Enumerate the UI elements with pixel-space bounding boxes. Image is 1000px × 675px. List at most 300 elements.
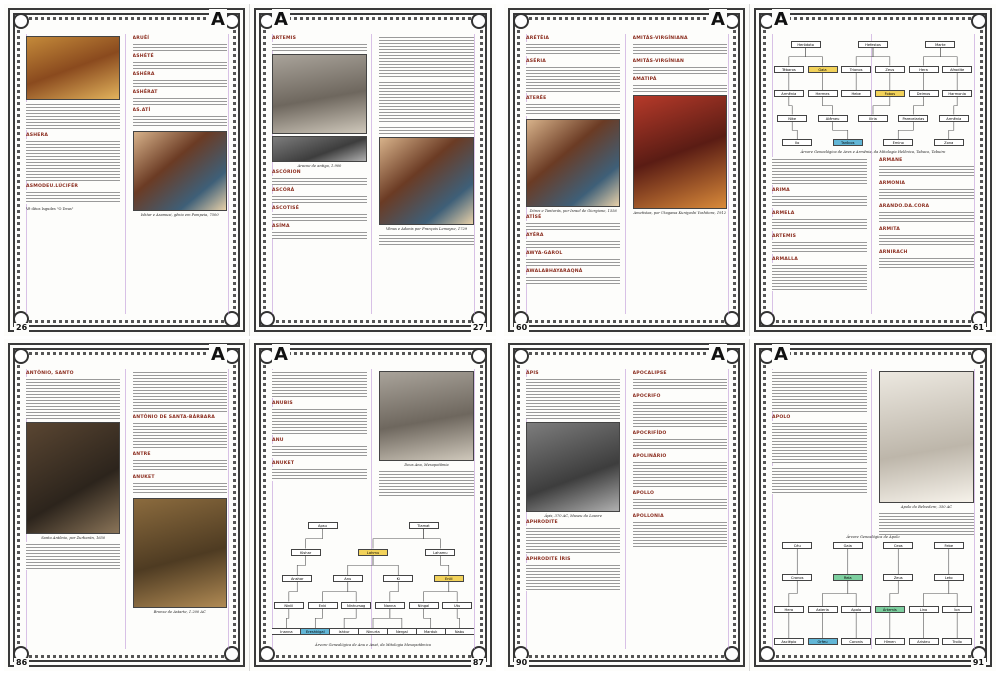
text-block <box>526 377 620 419</box>
tree-link <box>789 581 797 606</box>
text-block <box>633 65 727 74</box>
tree-node: Ninhursag <box>341 602 371 609</box>
tree-node: Asclépio <box>774 638 804 645</box>
illustration <box>379 371 474 461</box>
tree-link <box>789 48 806 66</box>
margin-guide <box>474 34 475 314</box>
entry-heading: APHRODITE <box>526 520 558 526</box>
text-block <box>526 563 620 591</box>
text-block <box>272 176 367 185</box>
column-left <box>526 34 620 314</box>
text-block <box>26 102 120 130</box>
logo-a-icon: A <box>209 344 227 366</box>
tree-node: Armênia <box>939 115 969 122</box>
entry-heading: ASÍMA <box>272 224 290 230</box>
page-content <box>526 34 727 314</box>
tree-node: Ishkur <box>329 628 359 635</box>
margin-guide <box>728 34 729 314</box>
tree-node: Íon <box>942 606 972 613</box>
entry-heading: AS.ATÍ <box>132 108 151 113</box>
tree-link <box>954 97 957 115</box>
tree-node: Parecelarias <box>898 115 928 122</box>
tree-node: Ki <box>383 575 413 582</box>
book-page <box>504 4 750 336</box>
tree-node: Marduk <box>416 628 446 635</box>
illustration <box>879 371 974 503</box>
page-number: 27 <box>472 323 484 332</box>
tree-link <box>286 609 288 629</box>
text-block <box>379 35 474 77</box>
book-page <box>504 339 750 671</box>
page-content <box>772 369 974 649</box>
tree-link <box>348 582 356 602</box>
tree-link <box>457 609 459 629</box>
page-content <box>26 34 227 314</box>
entry-heading: ANTÔNIO DE SANTA-BÁRBARA <box>132 415 216 420</box>
tree-link <box>449 582 457 602</box>
text-block <box>272 370 367 398</box>
text-columns <box>772 369 974 535</box>
tree-node: Emino <box>883 139 913 146</box>
text-block <box>879 187 974 201</box>
image-caption: Bronze de Astarte, 1.200 AC <box>153 610 206 614</box>
entry-heading: ARMITA <box>879 227 900 232</box>
entry-heading: ARMALLA <box>772 257 799 262</box>
tree-node: Apolo <box>841 606 871 613</box>
tree-node: Kishar <box>291 549 321 556</box>
tree-node: Utu <box>442 602 472 609</box>
tree-link <box>789 97 792 115</box>
text-block <box>133 481 227 495</box>
margin-guide <box>474 369 475 649</box>
tree-link <box>306 529 323 549</box>
border-corner-ornament <box>471 13 487 29</box>
entry-heading: ARMELA <box>772 211 795 216</box>
text-block <box>26 377 120 419</box>
entry-heading: ANTRE <box>132 452 151 457</box>
tree-node: Nike <box>777 115 807 122</box>
logo-a-icon: A <box>709 344 727 366</box>
text-block <box>379 80 474 122</box>
tree-link <box>940 48 957 66</box>
tree-link <box>297 556 305 576</box>
entry-heading: ASHERA <box>26 133 49 138</box>
column-left <box>772 369 867 535</box>
entry-heading: ASCOTISÉ <box>272 206 300 212</box>
logo-a-icon: A <box>209 9 227 31</box>
tree-node: Armênia <box>774 90 804 97</box>
entry-heading: ÁPIS <box>526 371 539 376</box>
entry-heading: ARMONIA <box>879 181 906 186</box>
tree-node: Nanna <box>375 602 405 609</box>
tree-link <box>390 582 398 602</box>
text-block <box>879 164 974 178</box>
entry-heading: ASÉRIA <box>526 59 547 64</box>
text-block <box>633 83 727 92</box>
entry-heading: APOCRIFÍDO <box>632 431 667 436</box>
column-left <box>526 369 620 649</box>
column-right <box>879 369 974 535</box>
tree-node: Alêmeu <box>818 115 848 122</box>
entry-heading: ANUKET <box>272 461 295 466</box>
text-block <box>526 102 620 116</box>
tree-node: Coronis <box>841 638 871 645</box>
tree-node: Hera <box>909 66 939 73</box>
text-block <box>772 240 867 254</box>
book-page <box>250 339 496 671</box>
text-block <box>633 437 727 451</box>
tree-node: Nabu <box>445 628 474 635</box>
tree-node: Afrodite <box>942 66 972 73</box>
text-columns <box>772 156 974 314</box>
text-block <box>26 190 120 204</box>
page-number: 86 <box>16 658 28 667</box>
tree-node: Harmonia <box>942 90 972 97</box>
tree-link <box>315 609 322 629</box>
text-columns <box>272 34 474 314</box>
page-number: 87 <box>472 658 484 667</box>
entry-heading: APOLINÁRIO <box>632 454 667 459</box>
text-columns <box>526 369 727 649</box>
tree-link <box>873 48 890 66</box>
illustration <box>133 498 227 608</box>
text-block <box>272 467 367 481</box>
logo-a-icon: A <box>272 9 290 31</box>
margin-guide <box>974 34 975 314</box>
text-block <box>133 60 227 69</box>
tree-node: Aristeu <box>909 638 939 645</box>
column-left <box>26 34 120 314</box>
book-page <box>750 4 996 336</box>
illustration <box>133 131 227 211</box>
text-block <box>633 460 727 488</box>
tree-node: Ninurta <box>358 628 388 635</box>
tree-node: Leto <box>934 574 964 581</box>
entry-heading: AWYA-GAROL <box>526 251 563 257</box>
text-block <box>772 466 867 494</box>
text-block <box>133 78 227 87</box>
text-block <box>272 230 367 239</box>
image-caption: Deus Ana, Mesopotâmia <box>404 463 449 467</box>
logo-a-icon: A <box>772 9 790 31</box>
text-block <box>879 256 974 270</box>
tree-node: Fobos <box>875 90 905 97</box>
page-number: 26 <box>16 323 28 332</box>
tree-link <box>792 122 797 140</box>
entry-heading: ANUKET <box>132 475 155 480</box>
margin-guide <box>728 369 729 649</box>
entry-heading: ASHÉTÉ <box>132 54 154 59</box>
tree-link <box>873 97 890 115</box>
text-block <box>526 275 620 284</box>
entry-heading: AMITÁS-VIRGÍNIAN <box>632 59 684 64</box>
text-columns <box>26 369 227 649</box>
border-corner-ornament <box>13 13 29 29</box>
column-left <box>272 34 367 314</box>
tree-link <box>390 609 402 629</box>
tree-node: Tiamat <box>409 522 439 529</box>
entry-heading: ARTEMIS <box>272 36 297 41</box>
column-left <box>272 369 367 517</box>
tree-link <box>424 609 431 629</box>
text-block <box>133 421 227 449</box>
tree-link <box>373 556 398 576</box>
text-block <box>633 377 727 391</box>
tree-node: Hebe <box>841 90 871 97</box>
text-block <box>772 217 867 231</box>
image-caption: Aracne de antiga, 1.900 <box>297 164 342 168</box>
tree-link <box>833 122 848 140</box>
tree-link <box>373 609 390 629</box>
tree-node: Ereshkigal <box>300 628 330 635</box>
entry-heading: ARANDO.DA.CORA <box>879 204 930 209</box>
entry-heading: APOLLONIA <box>632 514 664 519</box>
tree-node: Inanna <box>272 628 301 635</box>
tree-node: Asteria <box>808 606 838 613</box>
text-block <box>26 139 120 181</box>
illustration <box>272 54 367 134</box>
entry-heading: ARMANE <box>879 158 903 163</box>
illustration <box>633 95 727 209</box>
tree-node: Febe <box>934 542 964 549</box>
text-block <box>133 370 227 412</box>
border-corner-ornament <box>13 348 29 364</box>
border-corner-ornament <box>971 13 987 29</box>
illustration <box>26 36 120 100</box>
tree-link <box>806 48 823 66</box>
tree-link <box>823 97 833 115</box>
tree-node: Lahamu <box>425 549 455 556</box>
tree-link <box>924 581 949 606</box>
tree-node: Zona <box>934 139 964 146</box>
image-caption: Vê ditos Isgudes "O Deus" <box>26 207 74 211</box>
text-block <box>772 421 867 463</box>
text-block <box>772 370 867 412</box>
text-block <box>633 400 727 428</box>
column-right <box>133 34 227 314</box>
tree-node: Anu <box>333 575 363 582</box>
tree-node: Enki <box>308 602 338 609</box>
text-block <box>772 263 867 291</box>
tree-node: Tarôcos <box>833 139 863 146</box>
tree-caption: Árvore Genealógica de Anu e Anat, da Mitologia Mesopotâmica <box>315 642 431 647</box>
tree-link <box>373 529 424 549</box>
text-block <box>133 42 227 51</box>
tree-node: Gaia <box>808 66 838 73</box>
tree-node: Lahmu <box>358 549 388 556</box>
column-left <box>772 156 867 314</box>
illustration <box>26 422 120 534</box>
entry-heading: APHRODITE ÍRIS <box>526 557 571 563</box>
illustration <box>379 137 474 225</box>
tree-node: Cronos <box>782 574 812 581</box>
tree-node: Tébaros <box>774 66 804 73</box>
illustration <box>272 136 367 162</box>
border-corner-ornament <box>971 348 987 364</box>
text-block <box>272 42 367 51</box>
column-right <box>379 34 474 314</box>
tree-node: Ilíria <box>858 115 888 122</box>
tree-node: Ningal <box>409 602 439 609</box>
border-corner-ornament <box>471 348 487 364</box>
column-right <box>879 156 974 314</box>
tree-link <box>348 556 373 576</box>
tree-node: Ceos <box>883 542 913 549</box>
image-caption: Ápis, 370 AC, Museu do Louvre <box>544 514 602 518</box>
page-content <box>26 369 227 649</box>
page-content <box>272 369 474 649</box>
tree-node: Enlil <box>434 575 464 582</box>
text-block <box>526 526 620 554</box>
entry-heading: ARÉTÊIA <box>526 36 550 41</box>
entry-heading: ASCÓRION <box>272 170 301 176</box>
tree-node: Zeus <box>875 66 905 73</box>
entry-heading: ANTÔNIO, SANTO <box>26 371 74 376</box>
tree-link <box>856 48 873 66</box>
column-right <box>633 369 727 649</box>
text-block <box>526 221 620 230</box>
illustration <box>526 119 620 207</box>
text-block <box>379 469 474 497</box>
tree-node: Troilo <box>942 638 972 645</box>
text-block <box>526 239 620 248</box>
text-block <box>133 96 227 105</box>
tree-node: Orfeu <box>808 638 838 645</box>
tree-link <box>898 122 913 140</box>
entry-heading: ASHÊRAT <box>132 90 158 95</box>
page-content <box>526 369 727 649</box>
entry-heading: AYÉRA <box>526 233 544 239</box>
text-columns <box>526 34 727 314</box>
tree-connectors <box>772 538 974 646</box>
text-block <box>879 511 974 535</box>
entry-heading: ATÍSÉ <box>526 215 542 221</box>
image-caption: Ishtar e Asamusi, gênio em Pompeia, 7500 <box>140 213 219 217</box>
entry-heading: ARUÊÍ <box>132 36 150 41</box>
entry-heading: ARIMA <box>772 188 790 193</box>
tree-node: Deimos <box>909 90 939 97</box>
tree-node: Apsu <box>308 522 338 529</box>
tree-link <box>848 581 856 606</box>
entry-heading: APOCALIPSE <box>632 371 667 376</box>
book-page <box>750 339 996 671</box>
tree-node: Hermes <box>808 90 838 97</box>
entry-heading: AWALABHAYARAQNÁ <box>526 269 583 275</box>
tree-link <box>289 582 297 602</box>
tree-link <box>924 48 941 66</box>
tree-link <box>424 529 441 549</box>
entry-heading: ASHÉRA <box>132 72 155 77</box>
entry-heading: ANU <box>272 438 284 443</box>
entry-heading: AMATIPÁ <box>632 77 657 82</box>
entry-heading: ANUBIS <box>272 401 293 406</box>
text-block <box>379 125 474 134</box>
entry-heading: APOCRIFO <box>632 394 661 399</box>
tree-node: Marte <box>925 41 955 48</box>
entry-heading: ATERÊE <box>526 96 547 101</box>
column-left <box>26 369 120 649</box>
entry-heading: ASMODEU.LÚCIFÉR <box>26 184 79 189</box>
page-number: 90 <box>516 658 528 667</box>
tree-link <box>440 556 448 576</box>
image-caption: Apolo do Belvedere, 350 AC <box>900 505 953 509</box>
logo-a-icon: A <box>772 344 790 366</box>
tree-node: Hefestos <box>858 41 888 48</box>
image-caption: Vênus e Adonis por François Lemoyne, 1729 <box>385 227 468 231</box>
text-block <box>272 444 367 458</box>
tree-link <box>344 609 356 629</box>
text-columns <box>26 34 227 314</box>
book-page <box>4 339 250 671</box>
tree-node: Lino <box>909 606 939 613</box>
tree-node: Zeus <box>883 574 913 581</box>
book-page <box>250 4 496 336</box>
logo-a-icon: A <box>272 344 290 366</box>
logo-a-icon: A <box>709 9 727 31</box>
entry-heading: ARTEMIS <box>772 234 797 239</box>
text-block <box>526 42 620 56</box>
tree-link <box>823 581 848 606</box>
entry-heading: APOLO <box>772 415 791 420</box>
tree-node: Céu <box>782 542 812 549</box>
text-block <box>133 458 227 472</box>
page-number: 91 <box>972 658 984 667</box>
tree-node: Hera <box>774 606 804 613</box>
entry-heading: ASCÓRÁ <box>272 188 295 194</box>
entry-heading: APOLLO <box>632 491 655 496</box>
text-block <box>272 194 367 203</box>
page-number: 60 <box>516 323 528 332</box>
text-block <box>379 233 474 247</box>
text-block <box>772 194 867 208</box>
tree-link <box>949 122 954 140</box>
genealogy-tree <box>772 37 974 147</box>
border-corner-ornament <box>513 348 529 364</box>
text-block <box>526 65 620 93</box>
column-right <box>133 369 227 649</box>
tree-node: Reia <box>833 574 863 581</box>
book-spread-tl <box>4 4 496 336</box>
tree-caption: Árvore Genealógica de Ares e Armênia, da Mitologia Helênica, Tabaco, Tabuiro <box>800 150 946 154</box>
page-number: 61 <box>972 323 984 332</box>
tree-node: Nergal <box>387 628 417 635</box>
tree-link <box>424 582 449 602</box>
tree-link <box>890 581 898 606</box>
page-content <box>272 34 474 314</box>
text-block <box>633 497 727 511</box>
text-block <box>879 233 974 247</box>
column-right <box>379 369 474 517</box>
tree-caption: Árvore Genealógica de Apolo <box>846 534 900 539</box>
book-spread-br <box>504 339 996 671</box>
page-content <box>772 34 974 314</box>
tree-node: Hímen <box>875 638 905 645</box>
margin-guide <box>974 369 975 649</box>
tree-node: Gaia <box>833 542 863 549</box>
text-block <box>633 520 727 548</box>
text-block <box>879 210 974 224</box>
image-caption: Santo Antônio, por Zurbarán, 1650 <box>41 536 106 540</box>
image-caption: Ametistas, por Utagawa Kuniyoshi Yoshitora, 1912 <box>633 211 726 215</box>
tree-node: Ninlil <box>274 602 304 609</box>
entry-heading: AMITÁS-VIRGÍNIANA <box>632 36 688 41</box>
text-block <box>133 114 227 128</box>
tree-node: Anshar <box>282 575 312 582</box>
tree-link <box>949 581 957 606</box>
tree-node: Heródoto <box>791 41 821 48</box>
image-caption: Dóres e Tantorás, por Israel de Giorgione, 1556 <box>529 209 617 213</box>
border-corner-ornament <box>513 13 529 29</box>
